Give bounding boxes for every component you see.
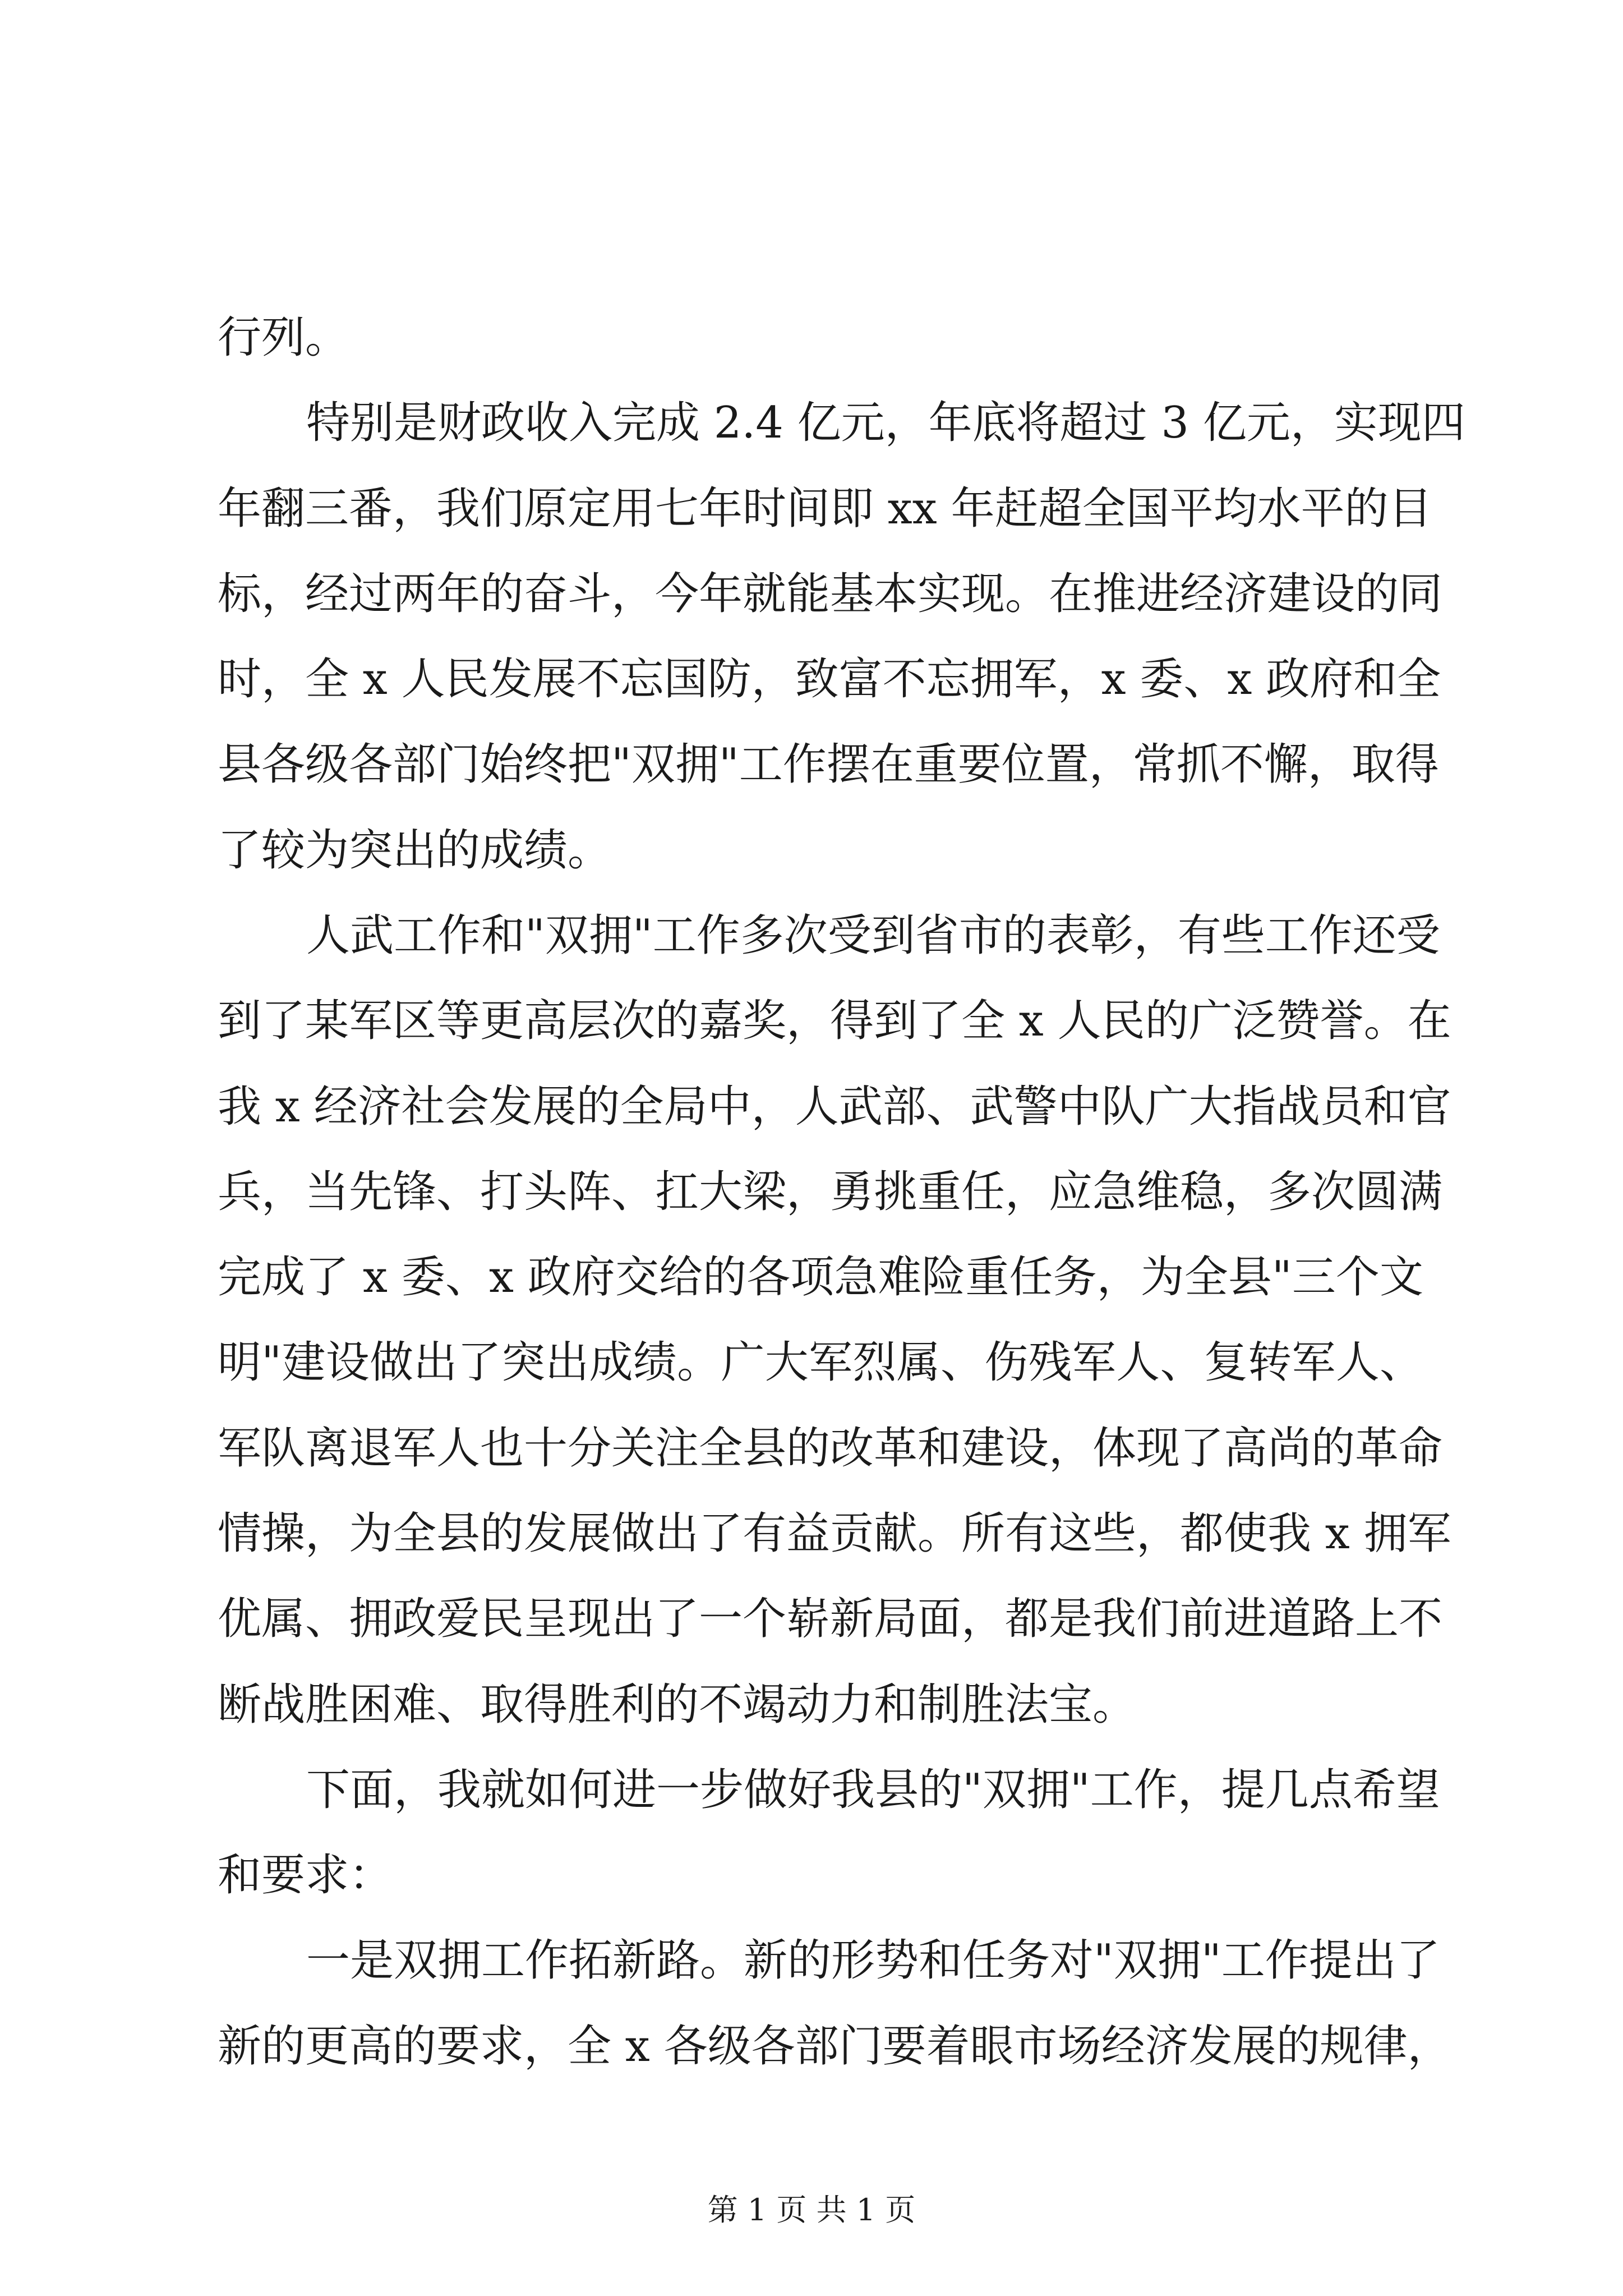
text-line: 特别是财政收入完成 2.4 亿元，年底将超过 3 亿元，实现四 xyxy=(306,398,1465,448)
text-line: 时，全 x 人民发展不忘国防，致富不忘拥军，x 委、x 政府和全 xyxy=(218,654,1441,705)
text-line: 明"建设做出了突出成绩。广大军烈属、伤残军人、复转军人、 xyxy=(218,1337,1423,1388)
text-line: 和要求： xyxy=(218,1850,393,1901)
text-line: 年翻三番，我们原定用七年时间即 xx 年赶超全国平均水平的目 xyxy=(218,484,1432,534)
text-line: 新的更高的要求，全 x 各级各部门要着眼市场经济发展的规律， xyxy=(218,2021,1451,2072)
text-line: 完成了 x 委、x 政府交给的各项急难险重任务，为全县"三个文 xyxy=(218,1252,1423,1303)
text-line: 人武工作和"双拥"工作多次受到省市的表彰，有些工作还受 xyxy=(306,910,1440,961)
text-line: 县各级各部门始终把"双拥"工作摆在重要位置，常抓不懈，取得 xyxy=(218,739,1439,790)
text-line: 了较为突出的成绩。 xyxy=(218,825,612,876)
text-line: 我 x 经济社会发展的全局中，人武部、武警中队广大指战员和官 xyxy=(218,1082,1451,1132)
page-number-footer: 第 1 页 共 1 页 xyxy=(707,2192,916,2228)
text-line: 到了某军区等更高层次的嘉奖，得到了全 x 人民的广泛赞誉。在 xyxy=(218,996,1451,1046)
text-line: 断战胜困难、取得胜利的不竭动力和制胜法宝。 xyxy=(218,1680,1137,1730)
text-line: 一是双拥工作拓新路。新的形势和任务对"双拥"工作提出了 xyxy=(306,1935,1440,1986)
text-line: 优属、拥政爱民呈现出了一个崭新局面，都是我们前进道路上不 xyxy=(218,1594,1443,1644)
text-line: 下面，我就如何进一步做好我县的"双拥"工作，提几点希望 xyxy=(306,1765,1440,1815)
text-line: 兵，当先锋、打头阵、扛大梁，勇挑重任，应急维稳，多次圆满 xyxy=(218,1167,1443,1217)
text-line: 情操，为全县的发展做出了有益贡献。所有这些，都使我 x 拥军 xyxy=(218,1508,1451,1559)
text-line: 标，经过两年的奋斗，今年就能基本实现。在推进经济建设的同 xyxy=(218,569,1443,619)
text-line: 军队离退军人也十分关注全县的改革和建设，体现了高尚的革命 xyxy=(218,1423,1443,1474)
text-line: 行列。 xyxy=(218,312,349,363)
